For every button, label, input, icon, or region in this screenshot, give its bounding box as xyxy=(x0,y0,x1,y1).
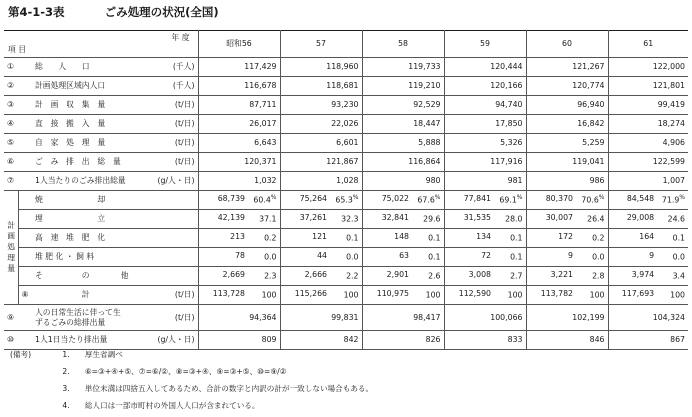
value-cell: 120,444 xyxy=(444,58,526,77)
row-unit: (t/日) xyxy=(150,286,198,305)
amount-value: 9 xyxy=(568,251,573,261)
value-cell xyxy=(198,191,280,210)
value-cell: 118,960 xyxy=(280,58,362,77)
share-number: 67.6 xyxy=(417,195,435,205)
note-number: 2. xyxy=(62,367,70,376)
value-cell: 117,916 xyxy=(444,153,526,172)
table-row xyxy=(4,172,688,191)
note-text: ⑥=③+④+⑤、⑦=⑥/②、⑧=③+④、⑨=③+⑤、⑩=⑨/② xyxy=(84,367,287,376)
row-label: 自 家 処 理 量 xyxy=(32,134,150,153)
table-row xyxy=(4,210,688,229)
value-cell: 94,364 xyxy=(198,305,280,331)
share-number: 100 xyxy=(507,290,523,300)
share-value xyxy=(412,195,441,204)
value-cell xyxy=(444,229,526,248)
row-unit: (千人) xyxy=(150,58,198,77)
value-cell: 87,711 xyxy=(198,96,280,115)
share-value xyxy=(576,233,605,242)
amount-value: 112,590 xyxy=(458,289,491,299)
notes xyxy=(10,346,373,414)
value-cell: 92,529 xyxy=(362,96,444,115)
table-row xyxy=(4,134,688,153)
share-number: 0.0 xyxy=(672,252,685,262)
value-cell xyxy=(198,286,280,305)
row-number: ⑥ xyxy=(4,153,32,172)
value-cell xyxy=(362,210,444,229)
share-value xyxy=(248,233,277,242)
amount-value: 84,548 xyxy=(626,194,655,204)
amount-value: 148 xyxy=(394,232,409,242)
share-value xyxy=(248,252,277,261)
share-value xyxy=(248,290,277,299)
row-number: ③ xyxy=(4,96,32,115)
amount-value: 2,669 xyxy=(222,270,245,280)
value-cell: 99,831 xyxy=(280,305,362,331)
value-cell xyxy=(526,267,608,286)
table-row xyxy=(4,115,688,134)
value-cell xyxy=(608,286,688,305)
value-cell xyxy=(444,191,526,210)
share-value xyxy=(576,252,605,261)
komoku-label: 項 目 xyxy=(8,45,27,55)
share-value xyxy=(576,271,605,280)
amount-value: 32,841 xyxy=(381,213,409,223)
amount-value: 63 xyxy=(399,251,409,261)
row-number: ⑧ xyxy=(18,286,32,305)
share-number: 0.1 xyxy=(428,233,441,243)
share-value xyxy=(412,252,441,261)
share-value xyxy=(330,271,359,280)
value-cell: 116,678 xyxy=(198,77,280,96)
table-title xyxy=(8,4,219,26)
value-cell: 22,026 xyxy=(280,115,362,134)
value-cell: 118,681 xyxy=(280,77,362,96)
amount-value: 2,901 xyxy=(386,270,409,280)
share-number: 0.2 xyxy=(592,233,605,243)
row-number xyxy=(18,267,32,286)
row-label: 1人1日当たり排出量 xyxy=(32,331,150,350)
value-cell: 986 xyxy=(526,172,608,191)
row-number: ① xyxy=(4,58,32,77)
share-number: 0.1 xyxy=(510,233,523,243)
amount-value: 9 xyxy=(649,251,655,261)
amount-value: 121 xyxy=(312,232,327,242)
row-unit xyxy=(150,191,198,210)
value-cell xyxy=(280,267,362,286)
note-number: 4. xyxy=(62,401,70,410)
share-number: 0.1 xyxy=(510,252,523,262)
value-cell xyxy=(526,210,608,229)
value-cell: 842 xyxy=(280,331,362,350)
value-cell: 980 xyxy=(362,172,444,191)
value-cell xyxy=(280,191,362,210)
share-number: 26.4 xyxy=(587,214,605,224)
note-number: 1. xyxy=(62,350,70,359)
share-number: 29.6 xyxy=(423,214,441,224)
value-cell xyxy=(608,191,688,210)
value-cell xyxy=(444,267,526,286)
value-cell: 809 xyxy=(198,331,280,350)
share-number: 2.6 xyxy=(428,271,441,281)
year-header: 60 xyxy=(526,31,608,58)
value-cell xyxy=(362,229,444,248)
value-cell xyxy=(280,229,362,248)
share-value xyxy=(657,233,685,242)
table-number: 第4-1-3表 xyxy=(8,5,65,19)
value-cell: 867 xyxy=(608,331,688,350)
share-number: 70.6 xyxy=(581,195,599,205)
share-value xyxy=(330,290,359,299)
share-number: 28.0 xyxy=(505,214,523,224)
share-number: 0.2 xyxy=(264,233,277,243)
row-label: 焼 却 xyxy=(32,191,150,210)
share-value xyxy=(494,290,523,299)
row-unit: (g/人・日) xyxy=(150,172,198,191)
value-cell xyxy=(608,248,688,267)
share-value xyxy=(248,214,277,223)
value-cell xyxy=(280,248,362,267)
value-cell: 6,601 xyxy=(280,134,362,153)
share-value xyxy=(494,252,523,261)
share-value xyxy=(576,214,605,223)
amount-value: 117,693 xyxy=(621,289,655,299)
value-cell: 99,419 xyxy=(608,96,688,115)
share-value xyxy=(657,252,685,261)
row-unit: (t/日) xyxy=(150,153,198,172)
share-number: 24.6 xyxy=(667,214,685,224)
value-cell: 102,199 xyxy=(526,305,608,331)
row-unit: (g/人・日) xyxy=(150,331,198,350)
value-cell: 18,447 xyxy=(362,115,444,134)
share-value xyxy=(657,214,685,223)
amount-value: 80,370 xyxy=(545,194,573,204)
value-cell xyxy=(362,248,444,267)
amount-value: 3,974 xyxy=(631,270,655,280)
row-label xyxy=(32,305,150,331)
value-cell: 121,867 xyxy=(280,153,362,172)
share-number: 2.3 xyxy=(264,271,277,281)
share-value xyxy=(494,233,523,242)
percent-sign: % xyxy=(679,194,685,202)
value-cell: 100,066 xyxy=(444,305,526,331)
year-header: 57 xyxy=(280,31,362,58)
share-number: 0.1 xyxy=(346,233,359,243)
value-cell xyxy=(362,267,444,286)
notes-row xyxy=(10,397,373,414)
share-number: 0.0 xyxy=(592,252,605,262)
value-cell: 1,032 xyxy=(198,172,280,191)
value-cell: 122,000 xyxy=(608,58,688,77)
value-cell: 826 xyxy=(362,331,444,350)
table-row xyxy=(4,267,688,286)
value-cell: 846 xyxy=(526,331,608,350)
share-number: 37.1 xyxy=(259,214,277,224)
row-unit xyxy=(150,248,198,267)
nendo-label: 年 度 xyxy=(171,33,190,42)
share-number: 32.3 xyxy=(341,214,359,224)
share-number: 0.0 xyxy=(264,252,277,262)
share-value xyxy=(657,290,685,299)
notes-row xyxy=(10,346,373,363)
note-text: 厚生省調べ xyxy=(84,350,123,359)
amount-value: 113,728 xyxy=(212,289,245,299)
share-value xyxy=(494,195,523,204)
header-corner xyxy=(4,31,198,58)
row-number: ⑦ xyxy=(4,172,32,191)
row-label: 直 接 搬 入 量 xyxy=(32,115,150,134)
value-cell xyxy=(526,229,608,248)
share-value xyxy=(412,214,441,223)
amount-value: 172 xyxy=(558,232,573,242)
share-value xyxy=(576,195,605,204)
year-header: 59 xyxy=(444,31,526,58)
share-value xyxy=(330,252,359,261)
share-value xyxy=(248,195,277,204)
value-cell xyxy=(526,286,608,305)
row-label: 埋 立 xyxy=(32,210,150,229)
value-cell: 104,324 xyxy=(608,305,688,331)
share-number: 100 xyxy=(261,290,277,300)
value-cell: 121,801 xyxy=(608,77,688,96)
value-cell: 119,041 xyxy=(526,153,608,172)
row-number: ⑤ xyxy=(4,134,32,153)
note-text: 単位未満は四捨五入してあるため、合計の数字と内訳の計が一致しない場合もある。 xyxy=(84,384,374,393)
value-cell xyxy=(198,229,280,248)
value-cell xyxy=(526,248,608,267)
share-number: 71.9 xyxy=(661,195,680,205)
value-cell: 17,850 xyxy=(444,115,526,134)
amount-value: 115,266 xyxy=(294,289,327,299)
row-label: 堆 肥 化 ・ 飼 料 xyxy=(32,248,150,267)
value-cell: 93,230 xyxy=(280,96,362,115)
amount-value: 77,841 xyxy=(463,194,491,204)
value-cell xyxy=(526,191,608,210)
table-row xyxy=(4,229,688,248)
row-label: 1人当たりのごみ排出総量 xyxy=(32,172,150,191)
value-cell xyxy=(198,248,280,267)
year-header: 61 xyxy=(608,31,688,58)
row-number: ② xyxy=(4,77,32,96)
value-cell: 122,599 xyxy=(608,153,688,172)
percent-sign: % xyxy=(270,194,277,202)
amount-value: 44 xyxy=(317,251,327,261)
row-label: 計画処理区域内人口 xyxy=(32,77,150,96)
share-value xyxy=(412,290,441,299)
value-cell: 120,166 xyxy=(444,77,526,96)
share-value xyxy=(330,214,359,223)
table-row xyxy=(4,96,688,115)
row-number: ⑩ xyxy=(4,331,32,350)
value-cell: 26,017 xyxy=(198,115,280,134)
table-row xyxy=(4,58,688,77)
row-label-line: ずるごみの総排出量 xyxy=(35,317,106,327)
share-number: 3.4 xyxy=(672,271,685,281)
share-number: 2.7 xyxy=(510,271,523,281)
share-value xyxy=(657,195,685,204)
share-value xyxy=(412,271,441,280)
share-number: 0.1 xyxy=(428,252,441,262)
row-unit: (千人) xyxy=(150,77,198,96)
value-cell: 1,007 xyxy=(608,172,688,191)
share-number: 100 xyxy=(670,290,685,300)
row-unit xyxy=(150,267,198,286)
value-cell xyxy=(198,267,280,286)
row-label: 総 人 口 xyxy=(32,58,150,77)
share-value xyxy=(494,271,523,280)
row-number: ④ xyxy=(4,115,32,134)
table-row xyxy=(4,191,688,210)
amount-value: 2,666 xyxy=(304,270,327,280)
value-cell: 16,842 xyxy=(526,115,608,134)
amount-value: 30,007 xyxy=(545,213,573,223)
value-cell: 1,028 xyxy=(280,172,362,191)
value-cell: 96,940 xyxy=(526,96,608,115)
share-value xyxy=(330,195,359,204)
garbage-disposal-table xyxy=(4,30,688,350)
value-cell: 5,326 xyxy=(444,134,526,153)
row-unit: (t/日) xyxy=(150,96,198,115)
row-unit: (t/日) xyxy=(150,305,198,331)
value-cell: 5,888 xyxy=(362,134,444,153)
row-label: 計 xyxy=(32,286,150,305)
row-number xyxy=(18,229,32,248)
share-number: 60.4 xyxy=(253,195,271,205)
value-cell: 4,906 xyxy=(608,134,688,153)
notes-row xyxy=(10,380,373,397)
share-number: 0.0 xyxy=(346,252,359,262)
amount-value: 42,139 xyxy=(217,213,245,223)
notes-heading: (備考) xyxy=(10,350,32,359)
amount-value: 110,975 xyxy=(376,289,409,299)
amount-value: 134 xyxy=(476,232,491,242)
table-row xyxy=(4,286,688,305)
amount-value: 72 xyxy=(481,251,491,261)
table-row xyxy=(4,77,688,96)
amount-value: 213 xyxy=(230,232,245,242)
value-cell: 119,210 xyxy=(362,77,444,96)
value-cell xyxy=(362,286,444,305)
row-label: 高 速 堆 肥 化 xyxy=(32,229,150,248)
table-row xyxy=(4,305,688,331)
value-cell xyxy=(362,191,444,210)
amount-value: 78 xyxy=(235,251,245,261)
row-unit: (t/日) xyxy=(150,134,198,153)
amount-value: 3,008 xyxy=(468,270,491,280)
value-cell xyxy=(280,210,362,229)
value-cell: 117,429 xyxy=(198,58,280,77)
share-number: 0.1 xyxy=(672,233,685,243)
note-number: 3. xyxy=(62,384,70,393)
row-unit xyxy=(150,229,198,248)
year-header: 58 xyxy=(362,31,444,58)
share-number: 2.8 xyxy=(592,271,605,281)
row-number xyxy=(18,210,32,229)
year-header: 昭和56 xyxy=(198,31,280,58)
amount-value: 75,022 xyxy=(381,194,409,204)
share-number: 100 xyxy=(343,290,359,300)
share-value xyxy=(657,271,685,280)
share-value xyxy=(412,233,441,242)
table-row xyxy=(4,153,688,172)
value-cell: 120,371 xyxy=(198,153,280,172)
amount-value: 3,221 xyxy=(550,270,573,280)
percent-sign: % xyxy=(516,194,523,202)
percent-sign: % xyxy=(352,194,359,202)
value-cell xyxy=(280,286,362,305)
value-cell xyxy=(608,267,688,286)
value-cell: 116,864 xyxy=(362,153,444,172)
amount-value: 75,264 xyxy=(299,194,327,204)
value-cell xyxy=(608,210,688,229)
value-cell xyxy=(444,210,526,229)
value-cell: 833 xyxy=(444,331,526,350)
share-value xyxy=(248,271,277,280)
percent-sign: % xyxy=(598,194,605,202)
amount-value: 31,535 xyxy=(463,213,491,223)
value-cell: 5,259 xyxy=(526,134,608,153)
share-number: 65.3 xyxy=(335,195,353,205)
row-unit: (t/日) xyxy=(150,115,198,134)
row-number: ⑨ xyxy=(4,305,32,331)
amount-value: 164 xyxy=(639,232,655,242)
value-cell: 119,733 xyxy=(362,58,444,77)
note-text: 総人口は一部市町村の外国人人口が含まれている。 xyxy=(84,401,260,410)
percent-sign: % xyxy=(434,194,441,202)
share-value xyxy=(576,290,605,299)
value-cell xyxy=(608,229,688,248)
row-label: ご み 排 出 総 量 xyxy=(32,153,150,172)
row-label: そ の 他 xyxy=(32,267,150,286)
share-number: 100 xyxy=(425,290,441,300)
table-row xyxy=(4,248,688,267)
row-unit xyxy=(150,210,198,229)
share-number: 2.2 xyxy=(346,271,359,281)
share-value xyxy=(494,214,523,223)
value-cell: 94,740 xyxy=(444,96,526,115)
value-cell: 981 xyxy=(444,172,526,191)
header-row xyxy=(4,31,688,58)
value-cell xyxy=(444,248,526,267)
value-cell: 18,274 xyxy=(608,115,688,134)
group-label: 計画処理量 xyxy=(4,191,18,305)
value-cell xyxy=(444,286,526,305)
row-label-line: 人の日常生活に伴って生 xyxy=(35,308,121,318)
value-cell: 121,267 xyxy=(526,58,608,77)
row-number xyxy=(18,248,32,267)
share-number: 100 xyxy=(589,290,605,300)
amount-value: 113,782 xyxy=(540,289,573,299)
table-caption: ごみ処理の状況(全国) xyxy=(104,5,219,19)
value-cell: 120,774 xyxy=(526,77,608,96)
value-cell: 98,417 xyxy=(362,305,444,331)
notes-row xyxy=(10,363,373,380)
amount-value: 29,008 xyxy=(626,213,655,223)
amount-value: 37,261 xyxy=(299,213,327,223)
value-cell: 6,643 xyxy=(198,134,280,153)
row-label: 計 画 収 集 量 xyxy=(32,96,150,115)
amount-value: 68,739 xyxy=(217,194,245,204)
share-number: 69.1 xyxy=(499,195,517,205)
row-number xyxy=(18,191,32,210)
share-value xyxy=(330,233,359,242)
value-cell xyxy=(198,210,280,229)
